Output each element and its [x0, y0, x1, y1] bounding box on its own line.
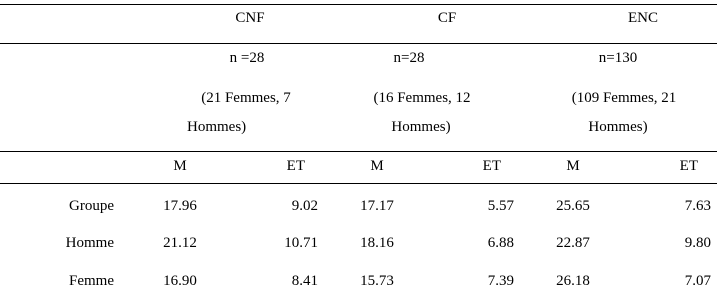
- cell-cnf-mean: 17.96: [163, 198, 197, 214]
- sample-size-cf: n=28: [393, 50, 425, 66]
- cell-cnf-mean: 21.12: [163, 235, 197, 251]
- stat-header-cf-sd: ET: [482, 158, 501, 174]
- composition-cf-line1: (16 Femmes, 12: [373, 90, 471, 106]
- cell-cf-mean: 15.73: [360, 273, 394, 289]
- stat-header-enc-sd: ET: [679, 158, 698, 174]
- composition-cnf-line2: Hommes): [187, 119, 247, 135]
- group-header-cf: CF: [437, 10, 457, 26]
- group-header-rule: [0, 43, 717, 44]
- cell-cnf-sd: 8.41: [291, 273, 318, 289]
- cell-cf-sd: 7.39: [487, 273, 514, 289]
- cell-cf-mean: 17.17: [360, 198, 394, 214]
- sample-size-enc: n=130: [598, 50, 638, 66]
- cell-enc-mean: 25.65: [556, 198, 590, 214]
- cell-enc-sd: 7.63: [684, 198, 711, 214]
- composition-cnf-line1: (21 Femmes, 7: [201, 90, 291, 106]
- cell-enc-mean: 22.87: [556, 235, 590, 251]
- composition-enc-line1: (109 Femmes, 21: [571, 90, 677, 106]
- stat-header-enc-mean: M: [566, 158, 580, 174]
- stat-header-cf-mean: M: [370, 158, 384, 174]
- stat-header-rule: [0, 183, 717, 184]
- composition-enc-line2: Hommes): [588, 119, 648, 135]
- row-label: Homme: [65, 235, 114, 251]
- stat-header-cnf-mean: M: [173, 158, 187, 174]
- row-label: Groupe: [69, 198, 114, 214]
- cell-cf-mean: 18.16: [360, 235, 394, 251]
- group-header-cnf: CNF: [235, 10, 265, 26]
- cell-enc-sd: 7.07: [684, 273, 711, 289]
- table-top-rule: [0, 4, 717, 5]
- sample-size-cnf: n =28: [229, 50, 265, 66]
- cell-cf-sd: 5.57: [487, 198, 514, 214]
- composition-cf-line2: Hommes): [391, 119, 451, 135]
- sample-info-rule: [0, 151, 717, 152]
- cell-cnf-mean: 16.90: [163, 273, 197, 289]
- cell-enc-mean: 26.18: [556, 273, 590, 289]
- cell-cnf-sd: 9.02: [291, 198, 318, 214]
- cell-cnf-sd: 10.71: [284, 235, 318, 251]
- stat-header-cnf-sd: ET: [286, 158, 305, 174]
- cell-cf-sd: 6.88: [487, 235, 514, 251]
- cell-enc-sd: 9.80: [684, 235, 711, 251]
- group-header-enc: ENC: [628, 10, 658, 26]
- row-label: Femme: [69, 273, 114, 289]
